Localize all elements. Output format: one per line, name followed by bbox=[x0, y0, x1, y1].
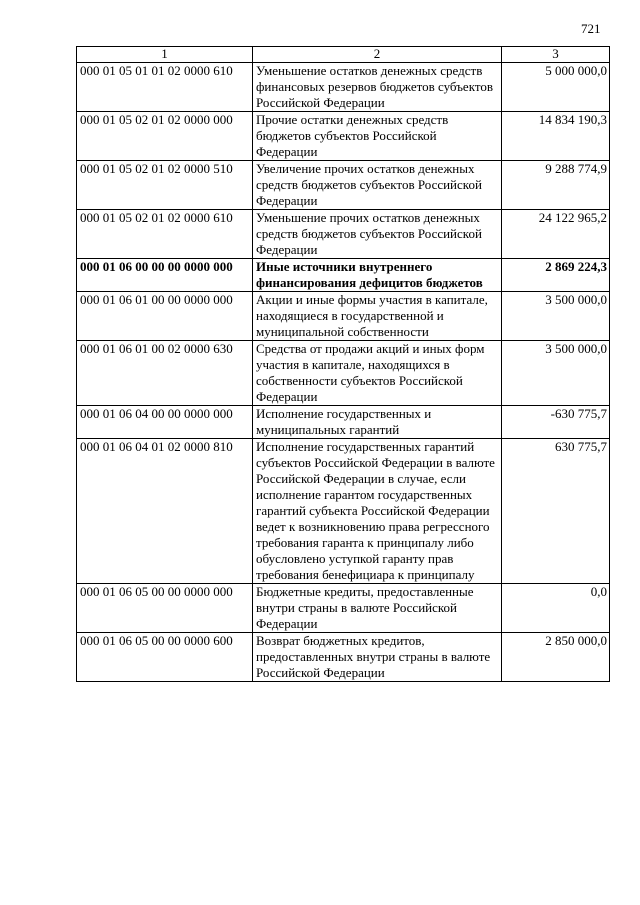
row-name: Средства от продажи акций и иных форм участия в капитале, находящихся в собственности субъектов Российской Федерации bbox=[253, 341, 502, 406]
row-name: Акции и иные формы участия в капитале, находящиеся в государственной и муниципальной собственности bbox=[253, 292, 502, 341]
row-name: Прочие остатки денежных средств бюджетов субъектов Российской Федерации bbox=[253, 112, 502, 161]
row-code: 000 01 05 02 01 02 0000 000 bbox=[77, 112, 253, 161]
row-amount: 3 500 000,0 bbox=[502, 292, 610, 341]
column-header-name: 2 bbox=[253, 47, 502, 63]
row-code: 000 01 06 01 00 02 0000 630 bbox=[77, 341, 253, 406]
table-row bbox=[77, 161, 610, 210]
table-row bbox=[77, 406, 610, 439]
table-row bbox=[77, 341, 610, 406]
row-code: 000 01 06 01 00 00 0000 000 bbox=[77, 292, 253, 341]
row-amount: 14 834 190,3 bbox=[502, 112, 610, 161]
budget-sources-table bbox=[76, 46, 610, 682]
row-amount: 24 122 965,2 bbox=[502, 210, 610, 259]
column-header-amount: 3 bbox=[502, 47, 610, 63]
row-amount: 0,0 bbox=[502, 584, 610, 633]
table-row bbox=[77, 63, 610, 112]
table-row bbox=[77, 439, 610, 584]
row-amount: 2 850 000,0 bbox=[502, 633, 610, 682]
row-code: 000 01 06 04 00 00 0000 000 bbox=[77, 406, 253, 439]
row-amount: 630 775,7 bbox=[502, 439, 610, 584]
table-row bbox=[77, 292, 610, 341]
row-name: Уменьшение остатков денежных средств финансовых резервов бюджетов субъектов Российской Федерации bbox=[253, 63, 502, 112]
row-name: Возврат бюджетных кредитов, предоставленных внутри страны в валюте Российской Федерации bbox=[253, 633, 502, 682]
row-code: 000 01 05 02 01 02 0000 510 bbox=[77, 161, 253, 210]
row-code: 000 01 06 04 01 02 0000 810 bbox=[77, 439, 253, 584]
row-amount: 2 869 224,3 bbox=[502, 259, 610, 292]
row-code: 000 01 06 05 00 00 0000 000 bbox=[77, 584, 253, 633]
table-row bbox=[77, 210, 610, 259]
row-code: 000 01 05 02 01 02 0000 610 bbox=[77, 210, 253, 259]
table-header-row bbox=[77, 47, 610, 63]
page-number: 721 bbox=[581, 21, 601, 36]
row-name: Исполнение государственных гарантий субъектов Российской Федерации в валюте Российской Федерации в случае, если исполнение гарантом государственных гарантий субъекта Российской Федерации ведет к возникновению права регрессного требования гаранта к принципалу либо обусловлено уступкой гаранту прав требования бенефициара к принципалу bbox=[253, 439, 502, 584]
row-name: Бюджетные кредиты, предоставленные внутри страны в валюте Российской Федерации bbox=[253, 584, 502, 633]
row-name: Уменьшение прочих остатков денежных средств бюджетов субъектов Российской Федерации bbox=[253, 210, 502, 259]
row-amount: 9 288 774,9 bbox=[502, 161, 610, 210]
row-amount: 5 000 000,0 bbox=[502, 63, 610, 112]
row-code: 000 01 06 00 00 00 0000 000 bbox=[77, 259, 253, 292]
row-name: Иные источники внутреннего финансирования дефицитов бюджетов bbox=[253, 259, 502, 292]
row-code: 000 01 05 01 01 02 0000 610 bbox=[77, 63, 253, 112]
row-code: 000 01 06 05 00 00 0000 600 bbox=[77, 633, 253, 682]
row-name: Исполнение государственных и муниципальных гарантий bbox=[253, 406, 502, 439]
row-name: Увеличение прочих остатков денежных средств бюджетов субъектов Российской Федерации bbox=[253, 161, 502, 210]
row-amount: 3 500 000,0 bbox=[502, 341, 610, 406]
table-row bbox=[77, 584, 610, 633]
table-row bbox=[77, 633, 610, 682]
table-row bbox=[77, 259, 610, 292]
table-body bbox=[77, 63, 610, 682]
column-header-code: 1 bbox=[77, 47, 253, 63]
row-amount: -630 775,7 bbox=[502, 406, 610, 439]
table-row bbox=[77, 112, 610, 161]
